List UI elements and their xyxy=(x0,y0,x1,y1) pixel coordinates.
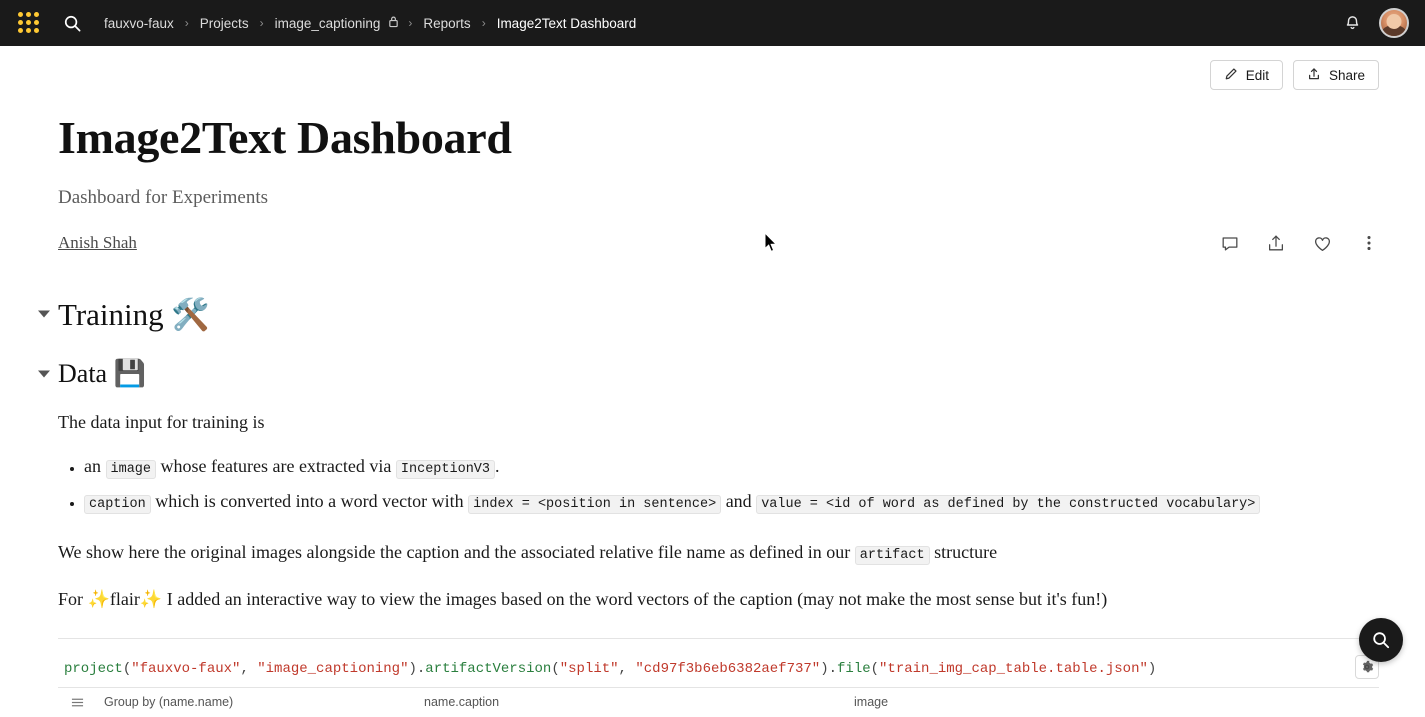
collapse-caret-training-icon[interactable] xyxy=(38,311,50,318)
token-split-string: "split" xyxy=(559,660,619,677)
code-inceptionv3: InceptionV3 xyxy=(396,460,495,479)
breadcrumb-item-reports[interactable]: Reports xyxy=(423,15,471,31)
share-upload-icon xyxy=(1307,67,1321,84)
search-icon[interactable] xyxy=(58,9,86,37)
token-hash-string: "cd97f3b6eb6382aef737" xyxy=(635,660,821,677)
collapse-caret-data-icon[interactable] xyxy=(38,370,50,377)
pencil-icon xyxy=(1224,67,1238,84)
content-divider xyxy=(58,638,1379,639)
token-paren: ) xyxy=(1147,660,1157,677)
breadcrumb-separator: › xyxy=(481,16,486,30)
table-column-caption[interactable]: name.caption xyxy=(424,695,500,710)
breadcrumb-item-projects[interactable]: Projects xyxy=(199,15,249,31)
breadcrumb-item-project[interactable]: image_captioning xyxy=(274,15,381,31)
token-entity-string: "fauxvo-faux" xyxy=(131,660,241,677)
lock-icon xyxy=(388,15,399,31)
code-caption: caption xyxy=(84,495,151,514)
section-heading-data xyxy=(58,359,1379,389)
code-image: image xyxy=(106,460,157,479)
token-project-string: "image_captioning" xyxy=(257,660,409,677)
artifact-paragraph-pre: We show here the original images alongside the caption and the associated relative file name as defined in our xyxy=(58,542,855,563)
notifications-bell-icon[interactable] xyxy=(1341,12,1363,34)
table-column-groupby[interactable]: Group by (name.name) xyxy=(104,695,234,710)
token-comma: , xyxy=(240,660,258,677)
share-button-label: Share xyxy=(1328,67,1365,83)
intro-paragraph: The data input for training is xyxy=(58,411,265,432)
page-title: Image2Text Dashboard xyxy=(58,112,512,163)
token-dot: . xyxy=(416,660,426,677)
report-actions-row xyxy=(0,46,1425,90)
results-table-header xyxy=(58,687,1379,717)
section-heading-training xyxy=(58,296,1379,333)
flair-paragraph: For ✨flair✨ I added an interactive way to view the images based on the word vectors of the caption (may not make the most sense but it's fun!) xyxy=(58,588,1108,609)
token-comma: , xyxy=(618,660,636,677)
bullet-1-pre: an xyxy=(84,455,106,476)
token-filename-string: "train_img_cap_table.table.json" xyxy=(879,660,1148,677)
token-paren: ) xyxy=(820,660,829,677)
query-expression[interactable] xyxy=(58,657,1379,687)
apps-grid-icon[interactable] xyxy=(16,10,42,36)
token-paren: ( xyxy=(551,660,560,677)
code-index-expr: index = <position in sentence> xyxy=(468,495,721,514)
heart-icon[interactable] xyxy=(1312,233,1333,254)
share-upload-icon[interactable] xyxy=(1266,233,1286,253)
help-search-icon[interactable] xyxy=(1359,618,1403,662)
section-heading-training-label: Training 🛠️ xyxy=(58,296,211,332)
topbar-right-controls xyxy=(1341,8,1409,38)
code-artifact: artifact xyxy=(855,546,930,565)
token-file-fn: file xyxy=(837,660,871,677)
edit-button[interactable] xyxy=(1210,60,1283,90)
artifact-paragraph-post: structure xyxy=(929,542,998,563)
bullet-2-mid2: and xyxy=(721,491,757,512)
token-paren: ) xyxy=(408,660,417,677)
bullet-1-post: . xyxy=(495,455,500,476)
breadcrumb xyxy=(102,14,638,33)
comment-bubble-icon[interactable] xyxy=(1220,233,1240,253)
bullet-2-mid: which is converted into a word vector with xyxy=(150,491,469,512)
more-vertical-icon[interactable] xyxy=(1359,233,1379,253)
author-row xyxy=(58,233,1379,254)
edit-button-label: Edit xyxy=(1245,67,1269,83)
data-input-bullet-list xyxy=(58,449,1379,519)
user-avatar[interactable] xyxy=(1379,8,1409,38)
breadcrumb-separator: › xyxy=(184,16,189,30)
breadcrumb-item-entity[interactable]: fauxvo-faux xyxy=(104,15,174,31)
list-item xyxy=(84,484,1379,519)
breadcrumb-separator: › xyxy=(408,16,413,30)
token-project-fn: project xyxy=(64,660,123,677)
top-navigation-bar xyxy=(0,0,1425,46)
table-column-image[interactable]: image xyxy=(854,695,889,710)
token-paren: ( xyxy=(870,660,880,677)
token-artifactversion-fn: artifactVersion xyxy=(425,660,552,677)
breadcrumb-item-current-report[interactable]: Image2Text Dashboard xyxy=(496,15,637,31)
share-button[interactable] xyxy=(1293,60,1379,90)
artifact-paragraph xyxy=(58,539,1379,566)
section-heading-data-label: Data 💾 xyxy=(58,358,146,388)
page-subtitle: Dashboard for Experiments xyxy=(58,186,268,208)
rows-icon[interactable] xyxy=(58,696,96,709)
report-tools xyxy=(1220,233,1379,254)
breadcrumb-separator: › xyxy=(259,16,264,30)
code-value-expr: value = <id of word as defined by the constructed vocabulary> xyxy=(756,495,1260,514)
bullet-1-mid: whose features are extracted via xyxy=(156,455,396,476)
author-link[interactable]: Anish Shah xyxy=(58,233,137,253)
token-paren: ( xyxy=(122,660,132,677)
report-body xyxy=(0,112,1425,717)
query-panel xyxy=(58,657,1379,717)
token-dot: . xyxy=(828,660,838,677)
list-item xyxy=(84,449,1379,484)
